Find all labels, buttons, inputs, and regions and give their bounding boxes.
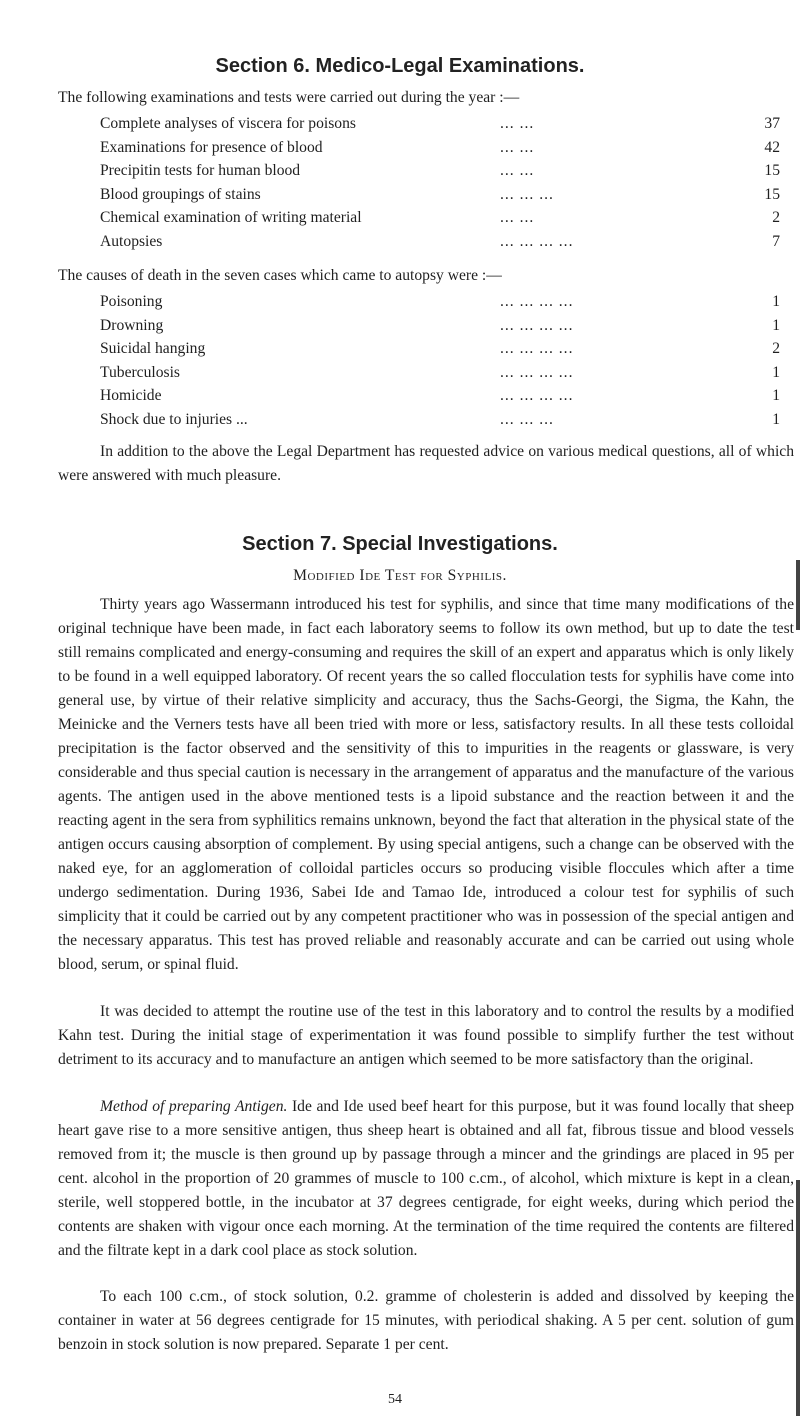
- examination-row: [100, 206, 780, 230]
- section-6-closing: In addition to the above the Legal Department has requested advice on various medical questions, all of which were answered with much pleasure.: [58, 443, 794, 484]
- cause-row-leader-dots: ... ... ... ...: [500, 316, 574, 334]
- examination-row-label: Autopsies: [100, 232, 163, 250]
- method-body: Ide and Ide used beef heart for this purpose, but it was found locally that sheep heart gave rise to a more sensitive antigen, thus sheep heart is obtained and all fat, fibrous tissue and blood vessels removed from it; the muscle is then ground up by passage through a mincer and the grindings are placed in 95 per cent. alcohol in the proportion of 20 grammes of muscle to 100 c.cm., of alcohol, which mixture is kept in a clean, sterile, well stoppered bottle, in the incubator at 37 degrees centigrade, for eight weeks, during which period the contents are shaken with vigour once each morning. At the termination of the time required the contents are filtered and the filtrate kept in a dark cool place as stock solution.: [58, 1098, 794, 1259]
- cause-row: [100, 314, 780, 338]
- paragraph-stock-solution: To each 100 c.cm., of stock solution, 0.2. gramme of cholesterin is added and dissolved by keeping the container in water at 56 degrees centigrade for 15 minutes, with periodical shaking. A 5 per cent. solution of gum benzoin in stock solution is now prepared. Separate 1 per cent.: [58, 1288, 794, 1353]
- examination-row: [100, 183, 780, 207]
- section-7-heading: Section 7. Special Investigations.: [242, 533, 558, 555]
- causes-intro: The causes of death in the seven cases which came to autopsy were :—: [58, 267, 502, 284]
- cause-row: [100, 290, 780, 314]
- cause-row-leader-dots: ... ... ... ...: [500, 293, 574, 310]
- cause-row-label: Shock due to injuries ...: [100, 410, 248, 428]
- paragraph-wassermann: Thirty years ago Wassermann introduced his test for syphilis, and since that time many modifications of the original technique have been made, in fact each laboratory seems to follow its own method, but up to date the test still remains complicated and energy-consuming and requires the skill of an expert and apparatus which is only likely to be found in a well equipped laboratory. Of recent years the so called flocculation tests for syphilis have come into general use, by virtue of their relative simplicity and accuracy, thus the Sachs-Georgi, the Sigma, the Kahn, the Meinicke and the Verners tests have all been tried with more or less, satisfactory results. In all these tests colloidal precipitation is the factor observed and the sensitivity of this to impurities in the reagents or glassware, is very considerable and thus special caution is necessary in the arrangement of apparatus and the manufacture of the various agents. The antigen used in the above mentioned tests is a lipoid substance and the reaction between it and the reacting agent in the sera from syphilitics remains unknown, beyond the fact that alteration in the physical state of the antigen occurs causing absorption of complement. By using special antigens, such a change can be observed with the naked eye, for an agglomeration of colloidal particles occurs so producing visible floccules which after a time undergo sedimentation. During 1936, Sabei Ide and Tamao Ide, introduced a colour test for syphilis of such simplicity that it could be carried out by any competent practitioner who was in possession of the special antigen and the necessary apparatus. This test has proved reliable and reasonably accurate and can be carried out using whole blood, serum, or spinal fluid.: [58, 596, 794, 973]
- examination-row-leader-dots: ... ... ... ...: [500, 232, 574, 250]
- cause-row-leader-dots: ... ... ... ...: [500, 363, 574, 381]
- examination-row: [100, 230, 780, 254]
- paragraph-routine-use: It was decided to attempt the routine use of the test in this laboratory and to control the results by a modified Kahn test. During the initial stage of experimentation it was found possible to simplify further the test without detriment to its accuracy and to manufacture an antigen which seemed to be more satisfactory than the original.: [58, 1003, 794, 1068]
- cause-row: [100, 361, 780, 385]
- examination-row-value: 15: [764, 185, 780, 203]
- cause-row-value: 1: [772, 316, 780, 334]
- examination-row: [100, 159, 780, 183]
- examination-row-value: 7: [772, 232, 780, 250]
- examination-row-label: Complete analyses of viscera for poisons: [100, 115, 356, 132]
- cause-row-value: 1: [772, 363, 780, 381]
- section-7-subheading: Modified Ide Test for Syphilis.: [293, 567, 507, 584]
- examination-row-value: 42: [764, 138, 780, 156]
- cause-row-label: Drowning: [100, 316, 164, 334]
- cause-row-label: Tuberculosis: [100, 363, 181, 381]
- paragraph-method-antigen: [58, 1095, 794, 1263]
- cause-row-value: 1: [772, 410, 780, 428]
- cause-row-value: 1: [772, 387, 780, 404]
- cause-row-leader-dots: ... ... ...: [500, 410, 554, 428]
- examination-row-label: Precipitin tests for human blood: [100, 162, 301, 179]
- method-title: Method of preparing Antigen.: [100, 1098, 288, 1115]
- scan-edge-shadow: [796, 560, 800, 630]
- examination-row-value: 15: [764, 162, 780, 179]
- section-6-intro: The following examinations and tests were carried out during the year :—: [58, 89, 520, 106]
- cause-row-label: Suicidal hanging: [100, 340, 206, 357]
- examination-row-label: Blood groupings of stains: [100, 185, 261, 203]
- examination-row: [100, 136, 780, 160]
- scan-edge-shadow-lower: [796, 1180, 800, 1416]
- cause-row: [100, 408, 780, 432]
- section-6-heading: Section 6. Medico-Legal Examinations.: [215, 55, 585, 77]
- examination-row-leader-dots: ... ...: [500, 138, 535, 156]
- cause-row-leader-dots: ... ... ... ...: [500, 340, 574, 357]
- cause-row-leader-dots: ... ... ... ...: [500, 387, 574, 404]
- examination-row-value: 37: [764, 115, 780, 132]
- examination-row: [100, 112, 780, 136]
- cause-row-label: Poisoning: [100, 293, 163, 310]
- examination-row-label: Chemical examination of writing material: [100, 209, 362, 226]
- examination-row-leader-dots: ... ...: [500, 162, 535, 179]
- page-number: 54: [388, 1392, 402, 1407]
- cause-row-value: 1: [772, 293, 780, 310]
- examination-row-leader-dots: ... ...: [500, 115, 535, 132]
- causes-of-death-list: [100, 290, 780, 431]
- cause-row-value: 2: [772, 340, 780, 357]
- cause-row-label: Homicide: [100, 387, 162, 404]
- examination-row-value: 2: [772, 209, 780, 226]
- cause-row: [100, 337, 780, 361]
- examination-row-label: Examinations for presence of blood: [100, 138, 323, 156]
- examination-row-leader-dots: ... ... ...: [500, 185, 554, 203]
- examinations-list: [100, 112, 780, 253]
- cause-row: [100, 384, 780, 408]
- examination-row-leader-dots: ... ...: [500, 209, 535, 226]
